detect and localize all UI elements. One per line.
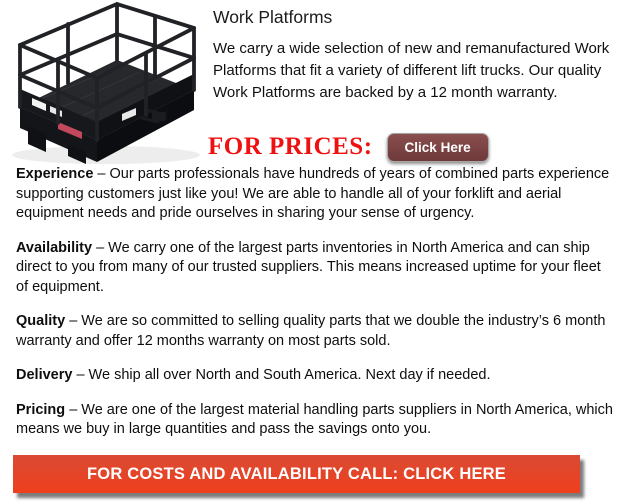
work-platform-product-image bbox=[2, 2, 214, 170]
feature-pricing-text: – We are one of the largest material handling parts suppliers in North America, which means we buy in large quantities and pass the savings onto you. bbox=[16, 401, 613, 437]
feature-quality-text: – We are so committed to selling quality parts that we double the industry’s 6 month warranty and offer 12 months warranty on most parts sold. bbox=[16, 313, 606, 349]
feature-availability-text: – We carry one of the largest parts inventories in North America and can ship direct to you from many of our trusted suppliers. This means increased uptime for your fleet of equipment. bbox=[16, 239, 601, 295]
feature-quality-label: Quality bbox=[16, 313, 66, 329]
hero-text-column bbox=[213, 6, 615, 104]
for-prices-label: FOR PRICES: bbox=[208, 133, 373, 160]
feature-experience bbox=[16, 165, 614, 224]
prices-row bbox=[208, 130, 608, 164]
feature-delivery bbox=[16, 366, 614, 386]
page-title: Work Platforms bbox=[213, 7, 333, 27]
feature-paragraphs bbox=[16, 165, 614, 455]
costs-availability-banner[interactable] bbox=[13, 455, 580, 493]
feature-delivery-text: – We ship all over North and South America. Next day if needed. bbox=[76, 367, 491, 383]
hero-description: We carry a wide selection of new and remanufactured Work Platforms that fit a variety of different lift trucks. Our quality Work Platforms are backed by a 12 month warranty. bbox=[213, 40, 610, 101]
feature-experience-label: Experience bbox=[16, 166, 94, 182]
prices-click-here-button[interactable]: Click Here bbox=[387, 133, 489, 162]
costs-availability-banner-label: FOR COSTS AND AVAILABILITY CALL: CLICK HERE bbox=[87, 464, 506, 483]
feature-delivery-label: Delivery bbox=[16, 367, 73, 383]
feature-quality bbox=[16, 312, 614, 351]
feature-availability bbox=[16, 239, 614, 298]
feature-experience-text: – Our parts professionals have hundreds of years of combined parts experience supporting customers just like you! We are able to handle all of your forklift and aerial equipment needs and pride ourselves in sharing your sense of urgency. bbox=[16, 166, 610, 221]
feature-pricing-label: Pricing bbox=[16, 401, 66, 418]
hero-section bbox=[0, 0, 619, 168]
work-platform-illustration bbox=[2, 2, 214, 170]
feature-pricing bbox=[16, 401, 614, 440]
feature-availability-label: Availability bbox=[16, 239, 93, 256]
